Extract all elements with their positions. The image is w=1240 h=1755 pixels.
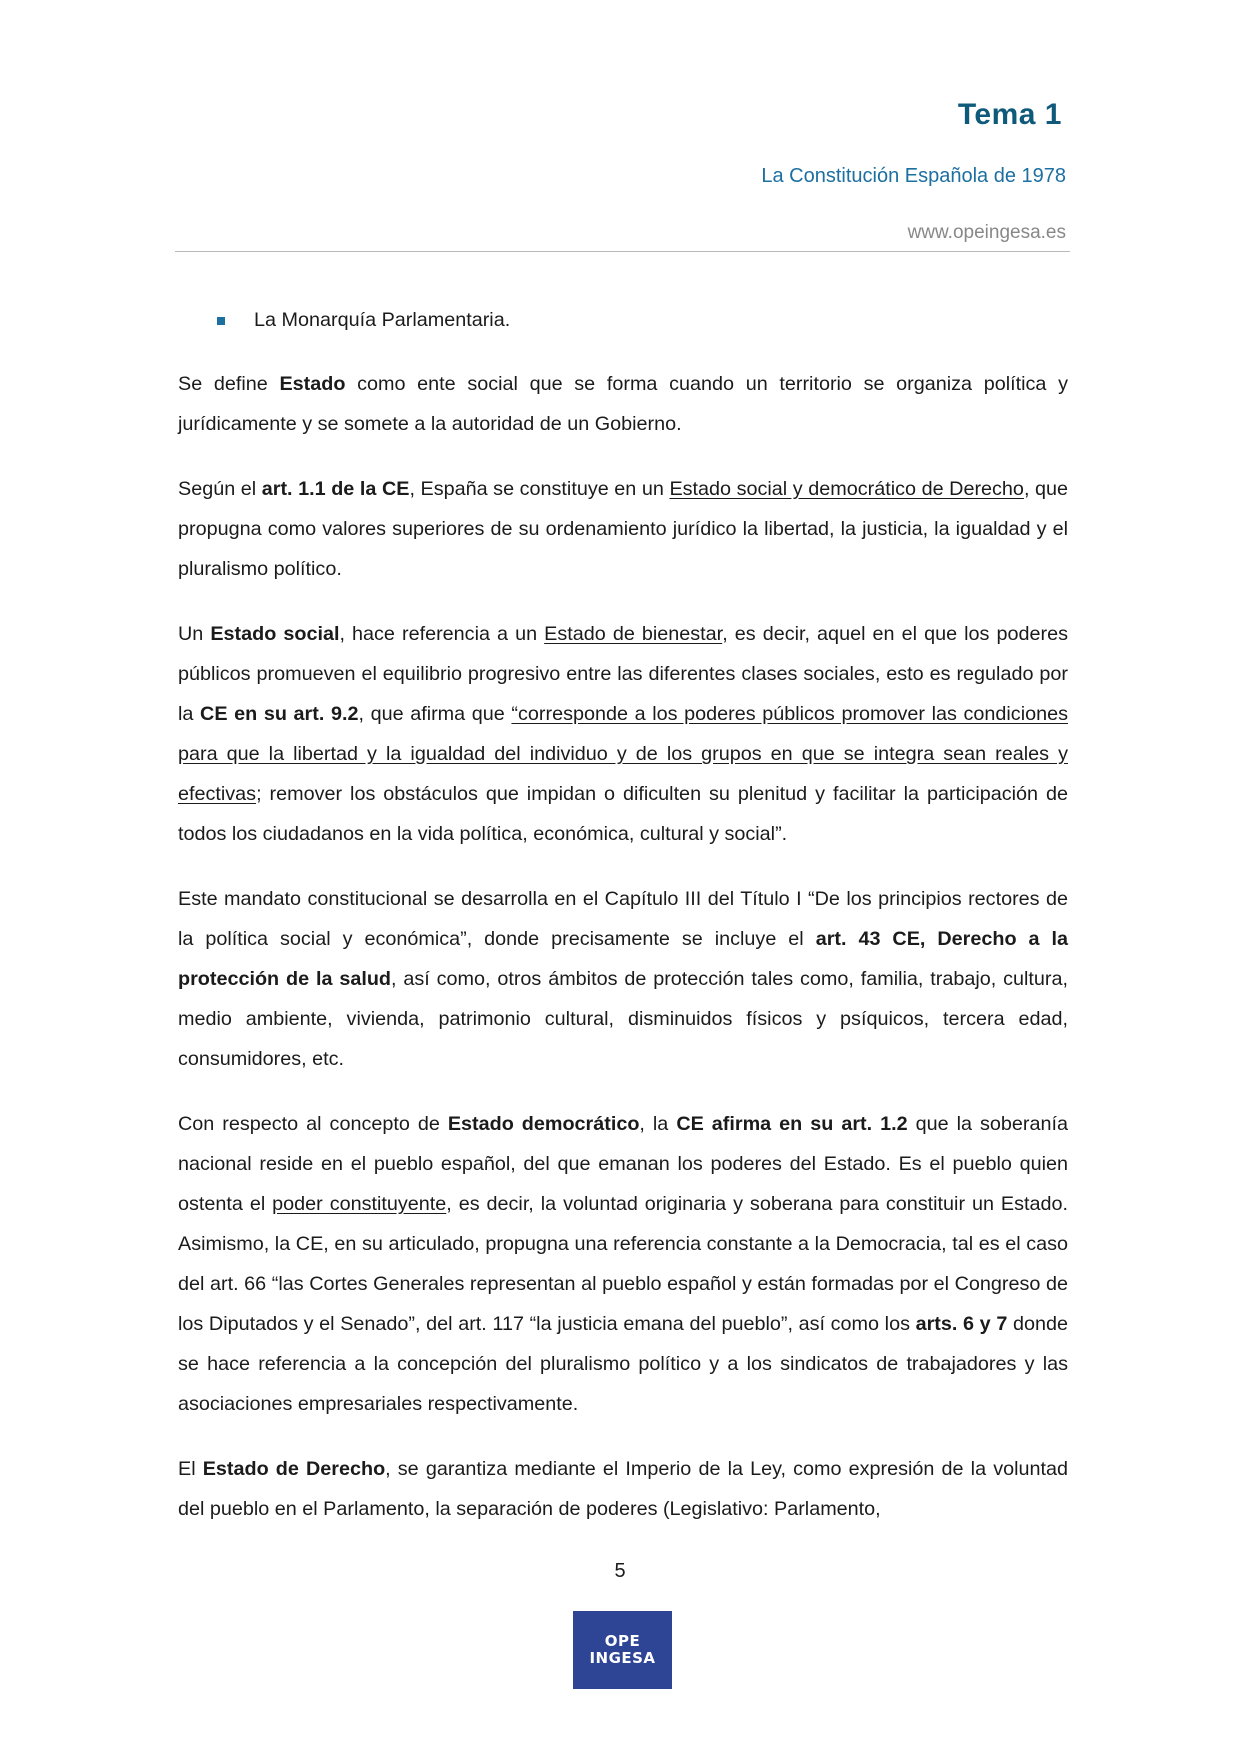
- logo-line-1: OPE: [604, 1632, 641, 1650]
- website-link[interactable]: www.opeingesa.es: [907, 222, 1066, 243]
- ope-ingesa-logo: [573, 1611, 672, 1689]
- text: , España se constituye en un: [409, 478, 670, 500]
- text: que la soberanía nacional reside en el pueblo español, del que emanan los poderes del Estado. Es el pueblo quien ostenta el: [178, 1113, 1068, 1215]
- text: Se define: [178, 373, 280, 395]
- underlined-quote: “corresponde a los poderes públicos promover las condiciones para que la libertad y la igualdad del individuo y de los grupos en que se integra sean reales y efectivas: [178, 703, 1068, 805]
- text: donde se hace referencia a la concepción del pluralismo político y a los sindicatos de trabajadores y las asociaciones empresariales respectivamente.: [178, 1313, 1068, 1415]
- text: , se garantiza mediante el Imperio de la Ley, como expresión de la voluntad del pueblo en el Parlamento, la separación de poderes (Legislativo: Parlamento,: [178, 1458, 1068, 1520]
- bold-text: art. 1.1 de la CE: [261, 478, 410, 500]
- text: Este mandato constitucional se desarrolla en el Capítulo III del Título I “De los principios rectores de la política social y económica”, donde precisamente se incluye el: [178, 888, 1068, 950]
- header-divider: [175, 251, 1070, 252]
- text: , es decir, aquel en el que los poderes públicos promueven el equilibrio progresivo entre las diferentes clases sociales, esto es regulado por la: [178, 623, 1068, 725]
- document-title: Tema 1: [957, 98, 1062, 131]
- paragraph-art-1-1: [178, 469, 1068, 589]
- text: como ente social que se forma cuando un territorio se organiza política y jurídicamente y se somete a la autoridad de un Gobierno.: [178, 373, 1068, 435]
- bold-text: Estado: [279, 373, 346, 395]
- text: Según el: [178, 478, 262, 500]
- text: , la: [639, 1113, 677, 1135]
- paragraph-estado-democratico: [178, 1104, 1068, 1424]
- paragraph-estado-social: [178, 614, 1068, 854]
- underlined-text: Estado social y democrático de Derecho: [669, 478, 1024, 500]
- bold-text: Estado democrático: [447, 1113, 640, 1135]
- bullet-item: [178, 300, 1068, 340]
- bullet-text: La Monarquía Parlamentaria.: [254, 309, 511, 331]
- bold-text: arts. 6 y 7: [915, 1313, 1008, 1335]
- paragraph-mandato-constitucional: [178, 879, 1068, 1079]
- paragraph-estado-definition: [178, 364, 1068, 444]
- document-subtitle: La Constitución Española de 1978: [761, 165, 1066, 187]
- paragraph-estado-de-derecho: [178, 1449, 1068, 1529]
- underlined-text: poder constituyente: [272, 1193, 447, 1215]
- text: , que propugna como valores superiores de su ordenamiento jurídico la libertad, la justicia, la igualdad y el pluralismo político.: [178, 478, 1069, 580]
- text: Un: [178, 623, 211, 645]
- text: , es decir, la voluntad originaria y soberana para constituir un Estado. Asimismo, la CE, en su articulado, propugna una referencia constante a la Democracia, tal es el caso del art. 66 “las Cortes Generales representan al pueblo español y están formadas por el Congreso de los Diputados y el Senado”, del art. 117 “la justicia emana del pueblo”, así como los: [178, 1193, 1068, 1335]
- text: , hace referencia a un: [339, 623, 545, 645]
- bold-text: CE en su art. 9.2: [200, 703, 359, 725]
- bold-text: CE afirma en su art. 1.2: [676, 1113, 908, 1135]
- text: , así como, otros ámbitos de protección tales como, familia, trabajo, cultura, medio ambiente, vivienda, patrimonio cultural, disminuidos físicos y psíquicos, tercera edad, consumidores, etc.: [178, 968, 1068, 1070]
- text: ; remover los obstáculos que impidan o dificulten su plenitud y facilitar la participación de todos los ciudadanos en la vida política, económica, cultural y social”.: [178, 783, 1068, 845]
- underlined-text: Estado de bienestar: [544, 623, 723, 645]
- text: , que afirma que: [358, 703, 512, 725]
- logo-line-2: INGESA: [589, 1649, 656, 1667]
- text: Con respecto al concepto de: [178, 1113, 448, 1135]
- bold-text: Estado social: [210, 623, 340, 645]
- page-number: 5: [614, 1560, 626, 1582]
- text: El: [178, 1458, 203, 1480]
- bullet-square-icon: [217, 317, 225, 325]
- bold-text: art. 43 CE, Derecho a la protección de la salud: [178, 928, 1068, 990]
- document-body: [178, 300, 1068, 1554]
- bold-text: Estado de Derecho: [202, 1458, 386, 1480]
